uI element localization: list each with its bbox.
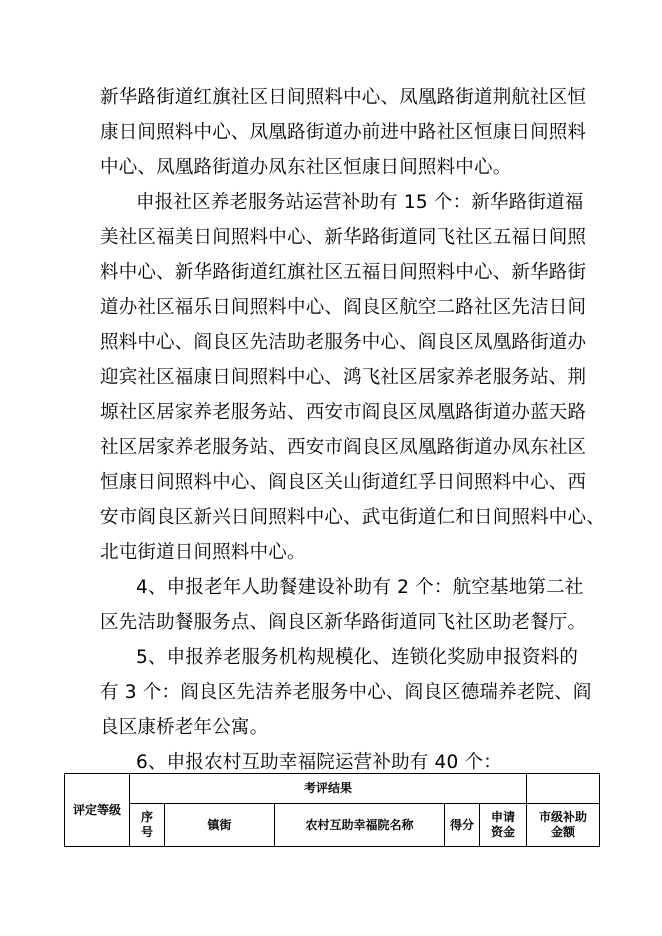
paragraph-line: 照料中心、阎良区先洁助老服务中心、阎良区凤凰路街道办 — [100, 332, 587, 353]
paragraph-line: 北屯街道日间照料中心。 — [100, 542, 306, 563]
paragraph-line: 4、申报老年人助餐建设补助有 2 个：航空基地第二社 — [136, 577, 584, 598]
header-apply: 申请资金 — [480, 804, 527, 847]
paragraph-line: 中心、凤凰路街道办凤东社区恒康日间照料中心。 — [100, 157, 512, 178]
paragraph-line: 康日间照料中心、凤凰路街道办前进中路社区恒康日间照料 — [100, 122, 587, 143]
paragraph-line: 区先洁助餐服务点、阎良区新华路街道同飞社区助老餐厅。 — [100, 612, 587, 633]
header-empty — [527, 774, 600, 804]
table-header-row — [65, 774, 600, 804]
paragraph-line: 6、申报农村互助幸福院运营补助有 40 个： — [136, 752, 502, 773]
paragraph-line: 社区居家养老服务站、西安市阎良区凤凰路街道办凤东社区 — [100, 437, 587, 458]
paragraph-line: 料中心、新华路街道红旗社区五福日间照料中心、新华路街 — [100, 262, 587, 283]
paragraph-line: 申报社区养老服务站运营补助有 15 个：新华路街道福 — [136, 192, 584, 213]
header-results: 考评结果 — [130, 774, 527, 804]
paragraph-line: 塬社区居家养老服务站、西安市阎良区凤凰路街道办蓝天路 — [100, 402, 587, 423]
paragraph-line: 有 3 个：阎良区先洁养老服务中心、阎良区德瑞养老院、阎 — [100, 682, 592, 703]
header-name: 农村互助幸福院名称 — [275, 804, 445, 847]
evaluation-table — [64, 773, 600, 847]
header-score: 得分 — [445, 804, 480, 847]
table-header-row — [65, 804, 600, 847]
paragraph-line: 迎宾社区福康日间照料中心、鸿飞社区居家养老服务站、荆 — [100, 367, 587, 388]
paragraph-line: 安市阎良区新兴日间照料中心、武屯街道仁和日间照料中心、 — [100, 507, 605, 528]
header-city-subsidy: 市级补助金额 — [527, 804, 600, 847]
paragraph-line: 恒康日间照料中心、阎良区关山街道红孚日间照料中心、西 — [100, 472, 587, 493]
paragraph-line: 5、申报养老服务机构规模化、连锁化奖励申报资料的 — [136, 647, 579, 668]
header-seq: 序号 — [130, 804, 165, 847]
paragraph-line: 美社区福美日间照料中心、新华路街道同飞社区五福日间照 — [100, 227, 587, 248]
header-grade: 评定等级 — [65, 774, 130, 847]
header-town: 镇街 — [165, 804, 275, 847]
paragraph-line: 良区康桥老年公寓。 — [100, 717, 269, 738]
paragraph-line: 新华路街道红旗社区日间照料中心、凤凰路街道荆航社区恒 — [100, 87, 587, 108]
paragraph-line: 道办社区福乐日间照料中心、阎良区航空二路社区先洁日间 — [100, 297, 587, 318]
